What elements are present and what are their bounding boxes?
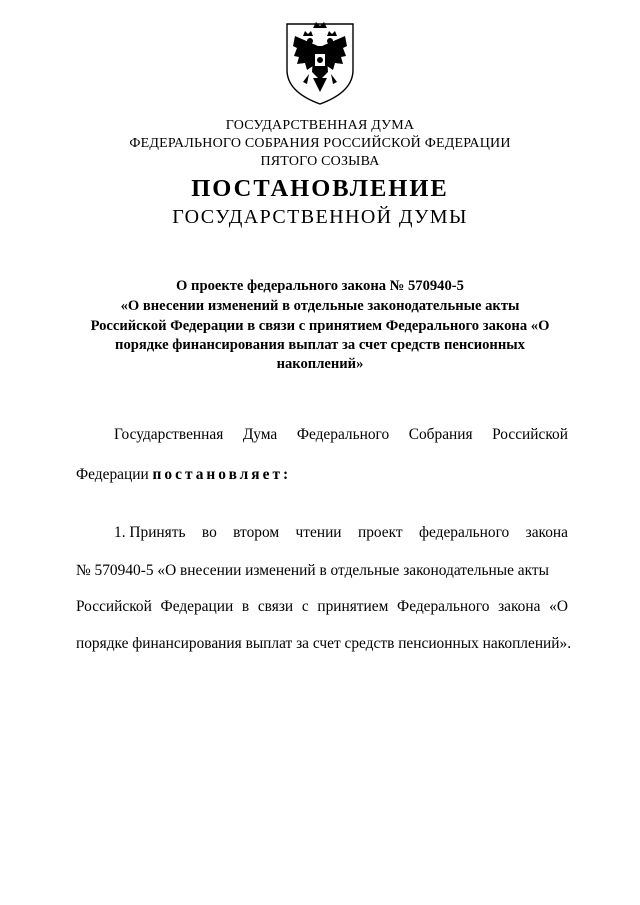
clause-word: проект (357, 524, 403, 541)
preamble-line-2 (76, 466, 568, 484)
clause-word: 1. Принять (114, 524, 186, 541)
subject-line-1: О проекте федерального закона № 570940-5 (176, 278, 464, 294)
preamble-word: Государственная (114, 426, 224, 443)
resolves-word: постановляет: (152, 466, 292, 483)
document-subtitle: ГОСУДАРСТВЕННОЙ ДУМЫ (172, 206, 468, 228)
clause-word: в (241, 598, 250, 615)
clause-word: втором (233, 524, 280, 541)
coat-of-arms-icon (283, 14, 357, 106)
clause1-line-1 (114, 524, 568, 542)
preamble-word: Собрания (408, 426, 473, 443)
header-line-2: ФЕДЕРАЛЬНОГО СОБРАНИЯ РОССИЙСКОЙ ФЕДЕРАЦИИ (129, 136, 511, 151)
clause-word: федерального (419, 524, 510, 541)
preamble-word: Российской (492, 426, 568, 443)
clause-word: Федерации (160, 598, 234, 615)
clause-word: с (301, 598, 309, 615)
preamble-word: Федерального (296, 426, 390, 443)
clause-word: связи (257, 598, 294, 615)
clause-word: принятием (317, 598, 389, 615)
subject-line-3: Российской Федерации в связи с принятием Федерального закона «О (90, 318, 550, 334)
preamble-line-1 (114, 426, 568, 444)
subject-line-5: накоплений» (276, 356, 364, 372)
preamble-word: Дума (242, 426, 278, 443)
preamble-prefix: Федерации (76, 466, 153, 483)
clause-word: Федерального (397, 598, 490, 615)
subject-line-2: «О внесении изменений в отдельные законодательные акты (120, 298, 520, 314)
clause-word: «О (549, 598, 568, 615)
document-title: ПОСТАНОВЛЕНИЕ (191, 175, 449, 202)
subject-line-4: порядке финансирования выплат за счет средств пенсионных (115, 337, 525, 353)
header-line-1: ГОСУДАРСТВЕННАЯ ДУМА (225, 118, 415, 133)
clause1-line-4: порядке финансирования выплат за счет средств пенсионных накоплений». (76, 635, 572, 652)
clause-word: во (201, 524, 217, 541)
clause-word: закона (498, 598, 541, 615)
header-line-3: ПЯТОГО СОЗЫВА (260, 154, 380, 169)
clause-word: закона (525, 524, 568, 541)
clause1-line-3 (76, 598, 568, 616)
clause1-line-2: № 570940-5 «О внесении изменений в отдельные законодательные акты (76, 562, 549, 579)
clause-word: Российской (76, 598, 152, 615)
clause-word: чтении (295, 524, 342, 541)
